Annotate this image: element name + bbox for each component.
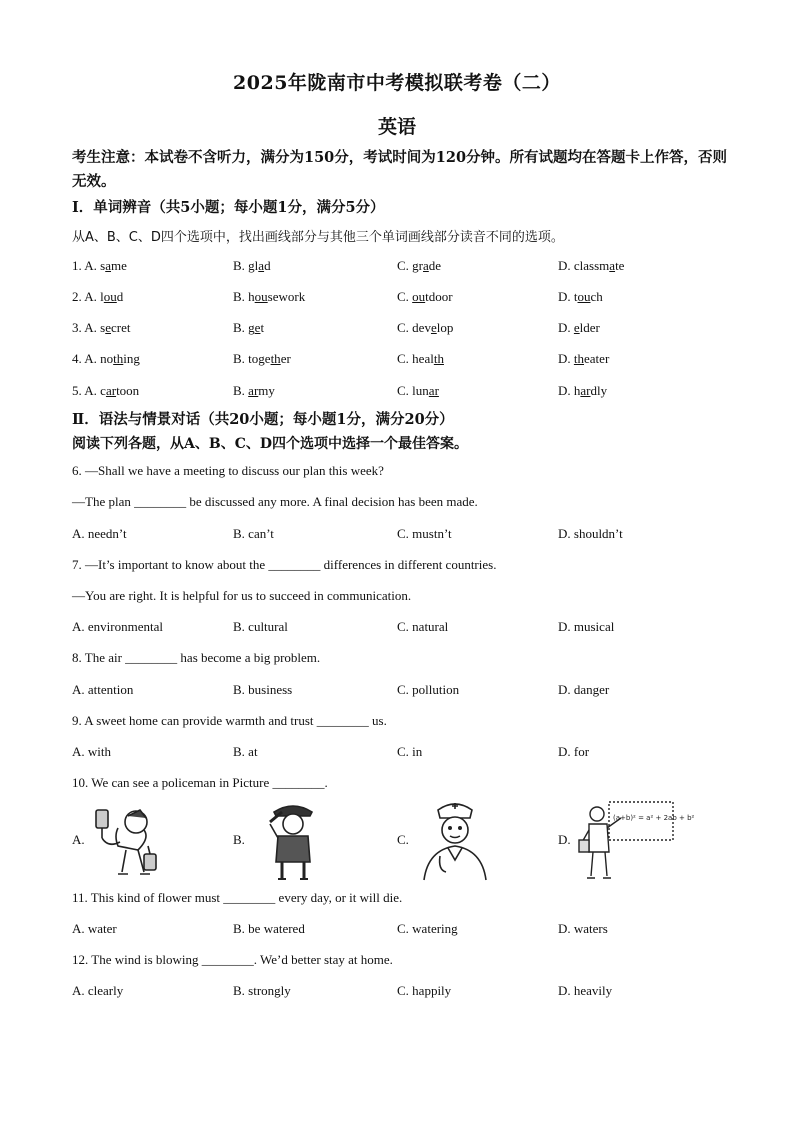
q12-stem: 12. The wind is blowing ________. We’d better stay at home. [72, 952, 393, 967]
q7-stem: 7. —It’s important to know about the ________ differences in different countries. [72, 557, 497, 572]
q2-option-c: C. outdoor [397, 289, 453, 304]
section-2-instruction: 阅读下列各题，从A、B、C、D四个选项中选择一个最佳答案。 [72, 436, 468, 452]
q10-option-b-label: B. [233, 832, 245, 847]
q12-option-b: B. strongly [233, 983, 291, 998]
q8-option-d: D. danger [558, 682, 610, 697]
q5-option-d: D. hardly [558, 383, 608, 398]
q6-stem: 6. —Shall we have a meeting to discuss our plan this week? [72, 463, 384, 478]
q1-option-b: B. glad [233, 258, 271, 273]
q11-option-c: C. watering [397, 921, 458, 936]
teacher-picture [575, 798, 695, 882]
policeman-picture [248, 798, 338, 882]
q9-stem: 9. A sweet home can provide warmth and trust ________ us. [72, 713, 387, 728]
q7-option-c: C. natural [397, 619, 449, 634]
q6-option-c: C. mustn’t [397, 526, 452, 541]
q10-option-c-label: C. [397, 832, 409, 847]
q12-option-d: D. heavily [558, 983, 613, 998]
q2-option-d: D. touch [558, 289, 603, 304]
q11-stem: 11. This kind of flower must ________ every day, or it will die. [72, 890, 403, 905]
q10-option-a-label: A. [72, 832, 85, 847]
q2-option-a: 2. A. loud [72, 289, 124, 304]
exam-notice: 考生注意：本试卷不含听力，满分为150分，考试时间为120分钟。所有试题均在答题卡上作答，否则无效。 [72, 149, 728, 190]
q5-option-c: C. lunar [397, 383, 439, 398]
q6-response: —The plan ________ be discussed any more. A final decision has been made. [72, 494, 478, 509]
q4-option-b: B. together [233, 351, 291, 366]
section-1-instruction: 从A、B、C、D四个选项中，找出画线部分与其他三个单词画线部分读音不同的选项。 [72, 230, 564, 245]
q1-option-c: C. grade [397, 258, 442, 273]
q11-option-a: A. water [72, 921, 117, 936]
q9-option-a: A. with [72, 744, 111, 759]
q7-option-d: D. musical [558, 619, 615, 634]
q2-option-b: B. housework [233, 289, 306, 304]
q9-option-d: D. for [558, 744, 590, 759]
q12-option-c: C. happily [397, 983, 452, 998]
q6-option-b: B. can’t [233, 526, 274, 541]
q6-option-d: D. shouldn’t [558, 526, 623, 541]
q7-option-a: A. environmental [72, 619, 163, 634]
section-2-heading: Ⅱ．语法与情景对话（共20小题；每小题1分，满分20分） [72, 411, 454, 428]
exam-title: 2025年陇南市中考模拟联考卷（二） [233, 72, 561, 94]
q8-option-b: B. business [233, 682, 293, 697]
q4-option-a: 4. A. nothing [72, 351, 140, 366]
q7-option-b: B. cultural [233, 619, 288, 634]
q3-option-d: D. elder [558, 320, 600, 335]
weightlifter-picture [88, 798, 178, 882]
q8-option-c: C. pollution [397, 682, 460, 697]
q10-stem: 10. We can see a policeman in Picture ________. [72, 775, 328, 790]
q3-option-b: B. get [233, 320, 265, 335]
q12-option-a: A. clearly [72, 983, 124, 998]
q5-option-a: 5. A. cartoon [72, 383, 140, 398]
board-formula: (a+b)² = a² + 2ab + b² [613, 814, 695, 822]
q8-option-a: A. attention [72, 682, 134, 697]
doctor-picture [410, 798, 500, 882]
q4-option-d: D. theater [558, 351, 610, 366]
q5-option-b: B. army [233, 383, 275, 398]
q8-stem: 8. The air ________ has become a big problem. [72, 650, 321, 665]
q10-option-d-label: D. [558, 832, 571, 847]
q3-option-c: C. develop [397, 320, 454, 335]
q3-option-a: 3. A. secret [72, 320, 131, 335]
q9-option-c: C. in [397, 744, 423, 759]
q1-option-a: 1. A. same [72, 258, 127, 273]
q1-option-d: D. classmate [558, 258, 625, 273]
q4-option-c: C. health [397, 351, 444, 366]
q6-option-a: A. needn’t [72, 526, 127, 541]
section-1-heading: Ⅰ．单词辨音（共5小题；每小题1分，满分5分） [72, 199, 385, 216]
q7-response: —You are right. It is helpful for us to succeed in communication. [72, 588, 412, 603]
subject-title: 英语 [377, 116, 416, 138]
q11-option-b: B. be watered [233, 921, 305, 936]
q9-option-b: B. at [233, 744, 258, 759]
q11-option-d: D. waters [558, 921, 608, 936]
